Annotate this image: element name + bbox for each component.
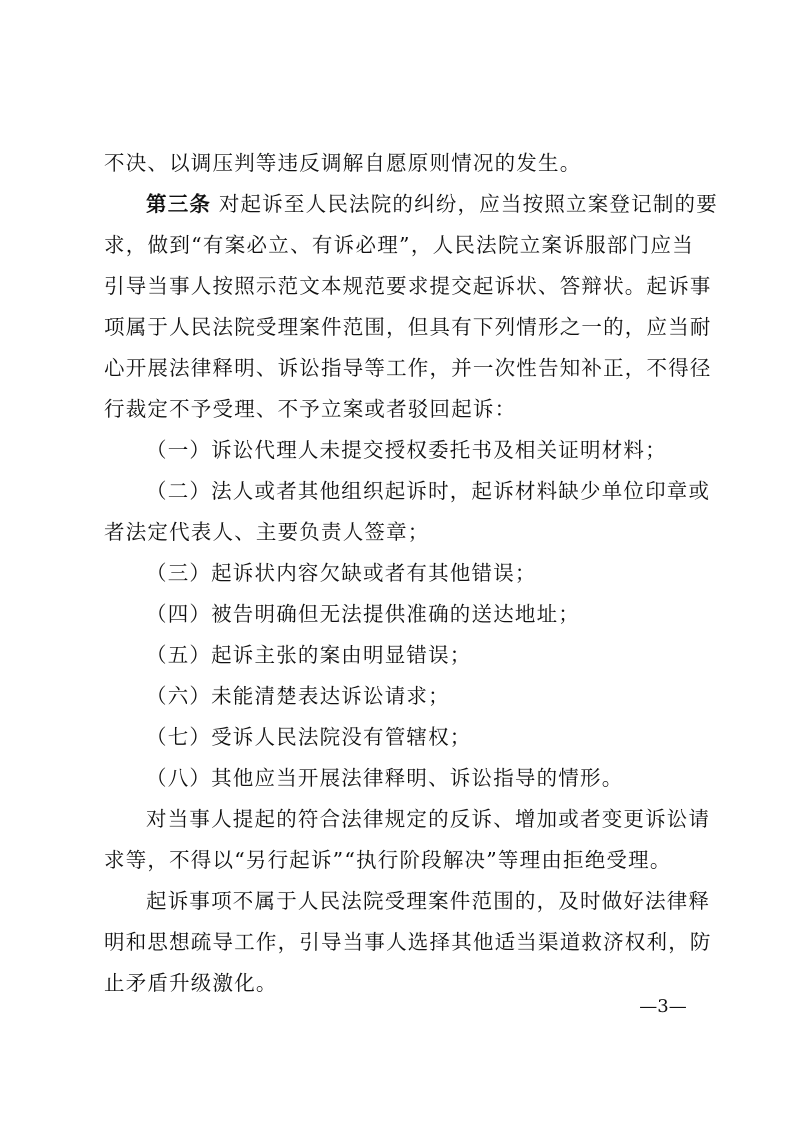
paragraph-line: 止矛盾升级激化。 [104, 971, 278, 995]
text-line: 求，做到“有案必立、有诉必理”，人民法院立案诉服部门应当 [104, 233, 694, 257]
list-item: （七）受诉人民法院没有管辖权； [146, 725, 472, 749]
list-item: （四）被告明确但无法提供准确的送达地址； [146, 602, 580, 626]
paragraph-line: 起诉事项不属于人民法院受理案件范围的，及时做好法律释 [146, 889, 711, 913]
paragraph-line: 求等，不得以“另行起诉”“执行阶段解决”等理由拒绝受理。 [104, 848, 672, 872]
list-item: （八）其他应当开展法律释明、诉讼指导的情形。 [146, 766, 624, 790]
paragraph-line: 对当事人提起的符合法律规定的反诉、增加或者变更诉讼请 [146, 807, 711, 831]
list-item: （三）起诉状内容欠缺或者有其他错误； [146, 561, 537, 585]
list-item: （二）法人或者其他组织起诉时，起诉材料缺少单位印章或 [146, 479, 711, 503]
list-item: （一）诉讼代理人未提交授权委托书及相关证明材料； [146, 438, 667, 462]
text-line: 行裁定不予受理、不予立案或者驳回起诉： [104, 397, 517, 421]
text-line: 引导当事人按照示范文本规范要求提交起诉状、答辩状。起诉事 [104, 274, 712, 298]
list-item: （六）未能清楚表达诉讼请求； [146, 684, 450, 708]
list-item: （五）起诉主张的案由明显错误； [146, 643, 472, 667]
text-line: 不决、以调压判等违反调解自愿原则情况的发生。 [104, 151, 582, 175]
article-first-line [146, 184, 718, 224]
paragraph-line: 明和思想疏导工作，引导当事人选择其他适当渠道救济权利，防 [104, 930, 712, 954]
article-first-line-text: 对起诉至人民法院的纠纷，应当按照立案登记制的要 [218, 192, 718, 216]
text-line: 心开展法律释明、诉讼指导等工作，并一次性告知补正，不得径 [104, 356, 712, 380]
page-number: —3— [639, 996, 687, 1017]
text-line: 项属于人民法院受理案件范围，但具有下列情形之一的，应当耐 [104, 315, 712, 339]
list-item-continuation: 者法定代表人、主要负责人签章； [104, 520, 430, 544]
article-label: 第三条 [146, 192, 212, 216]
